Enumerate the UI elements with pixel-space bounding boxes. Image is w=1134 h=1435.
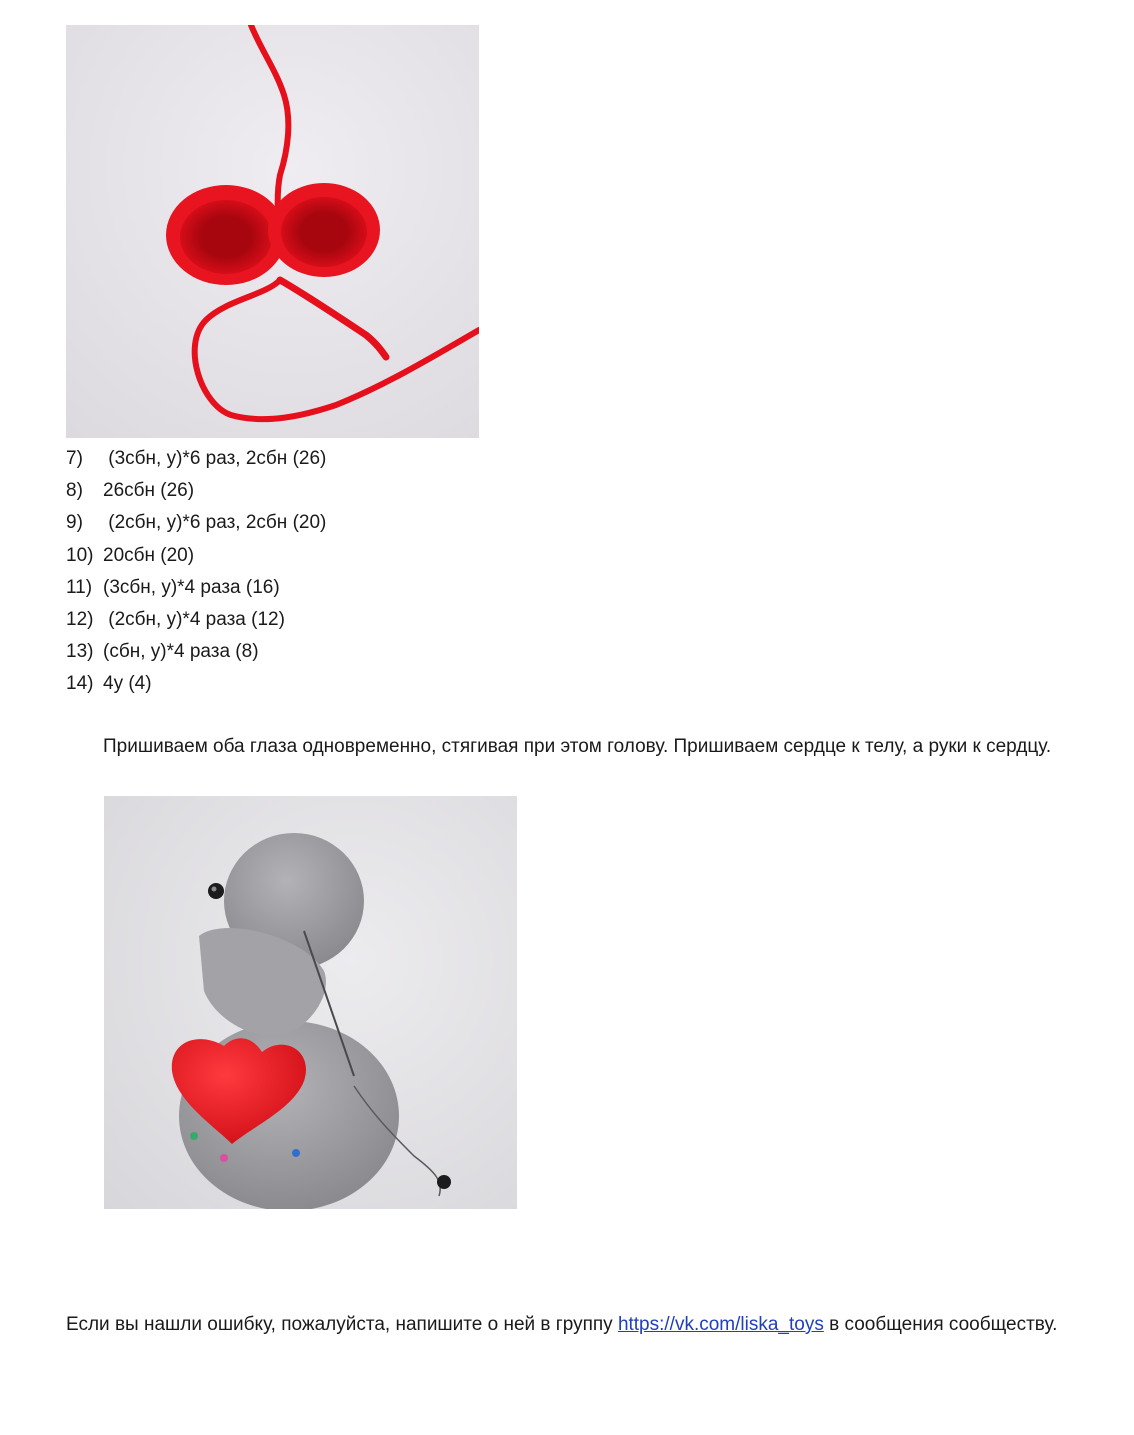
pattern-row-text: (2сбн, у)*4 раза (12) bbox=[103, 608, 285, 630]
pattern-row-text: (2сбн, у)*6 раз, 2сбн (20) bbox=[103, 512, 327, 534]
pattern-row bbox=[66, 604, 326, 636]
pattern-row-text: 26сбн (26) bbox=[103, 480, 195, 502]
pattern-row-number: 9) bbox=[66, 512, 83, 534]
pattern-row bbox=[66, 668, 326, 700]
pattern-row-number: 11) bbox=[66, 576, 93, 598]
instruction-paragraph: Пришиваем оба глаза одновременно, стягивая при этом голову. Пришиваем сердце к телу, а руки к сердцу. bbox=[103, 736, 1052, 757]
pattern-row bbox=[66, 636, 326, 668]
pattern-row-number: 12) bbox=[66, 608, 94, 630]
pattern-row bbox=[66, 572, 326, 604]
pattern-row bbox=[66, 507, 326, 539]
footer-text-after: в сообщения сообществу. bbox=[823, 1314, 1058, 1335]
pattern-row bbox=[66, 540, 326, 572]
pattern-row-number: 8) bbox=[66, 480, 83, 502]
pattern-row bbox=[66, 475, 326, 507]
pattern-row-number: 14) bbox=[66, 673, 94, 695]
pattern-row-text: (3сбн, у)*6 раз, 2сбн (26) bbox=[103, 448, 327, 469]
vk-group-link[interactable]: https://vk.com/liska_toys bbox=[617, 1314, 824, 1335]
eyes-photo-illustration bbox=[66, 25, 479, 438]
pattern-row-number: 10) bbox=[66, 544, 94, 566]
eyes-photo bbox=[66, 25, 479, 438]
pattern-row-number: 7) bbox=[66, 448, 83, 469]
footer-text-before: Если вы нашли ошибку, пожалуйста, напишите о ней в группу bbox=[66, 1314, 618, 1335]
pattern-row-text: (3сбн, у)*4 раза (16) bbox=[103, 576, 280, 598]
toy-photo bbox=[104, 796, 517, 1209]
pattern-row-text: (сбн, у)*4 раза (8) bbox=[103, 641, 259, 663]
footer-note bbox=[66, 1309, 1076, 1340]
pattern-row-number: 13) bbox=[66, 641, 94, 663]
pattern-row-text: 20сбн (20) bbox=[103, 544, 195, 566]
pattern-rows-list bbox=[66, 443, 326, 701]
toy-photo-illustration bbox=[104, 796, 517, 1209]
pattern-row-text: 4у (4) bbox=[103, 673, 152, 695]
pattern-row bbox=[66, 443, 326, 475]
